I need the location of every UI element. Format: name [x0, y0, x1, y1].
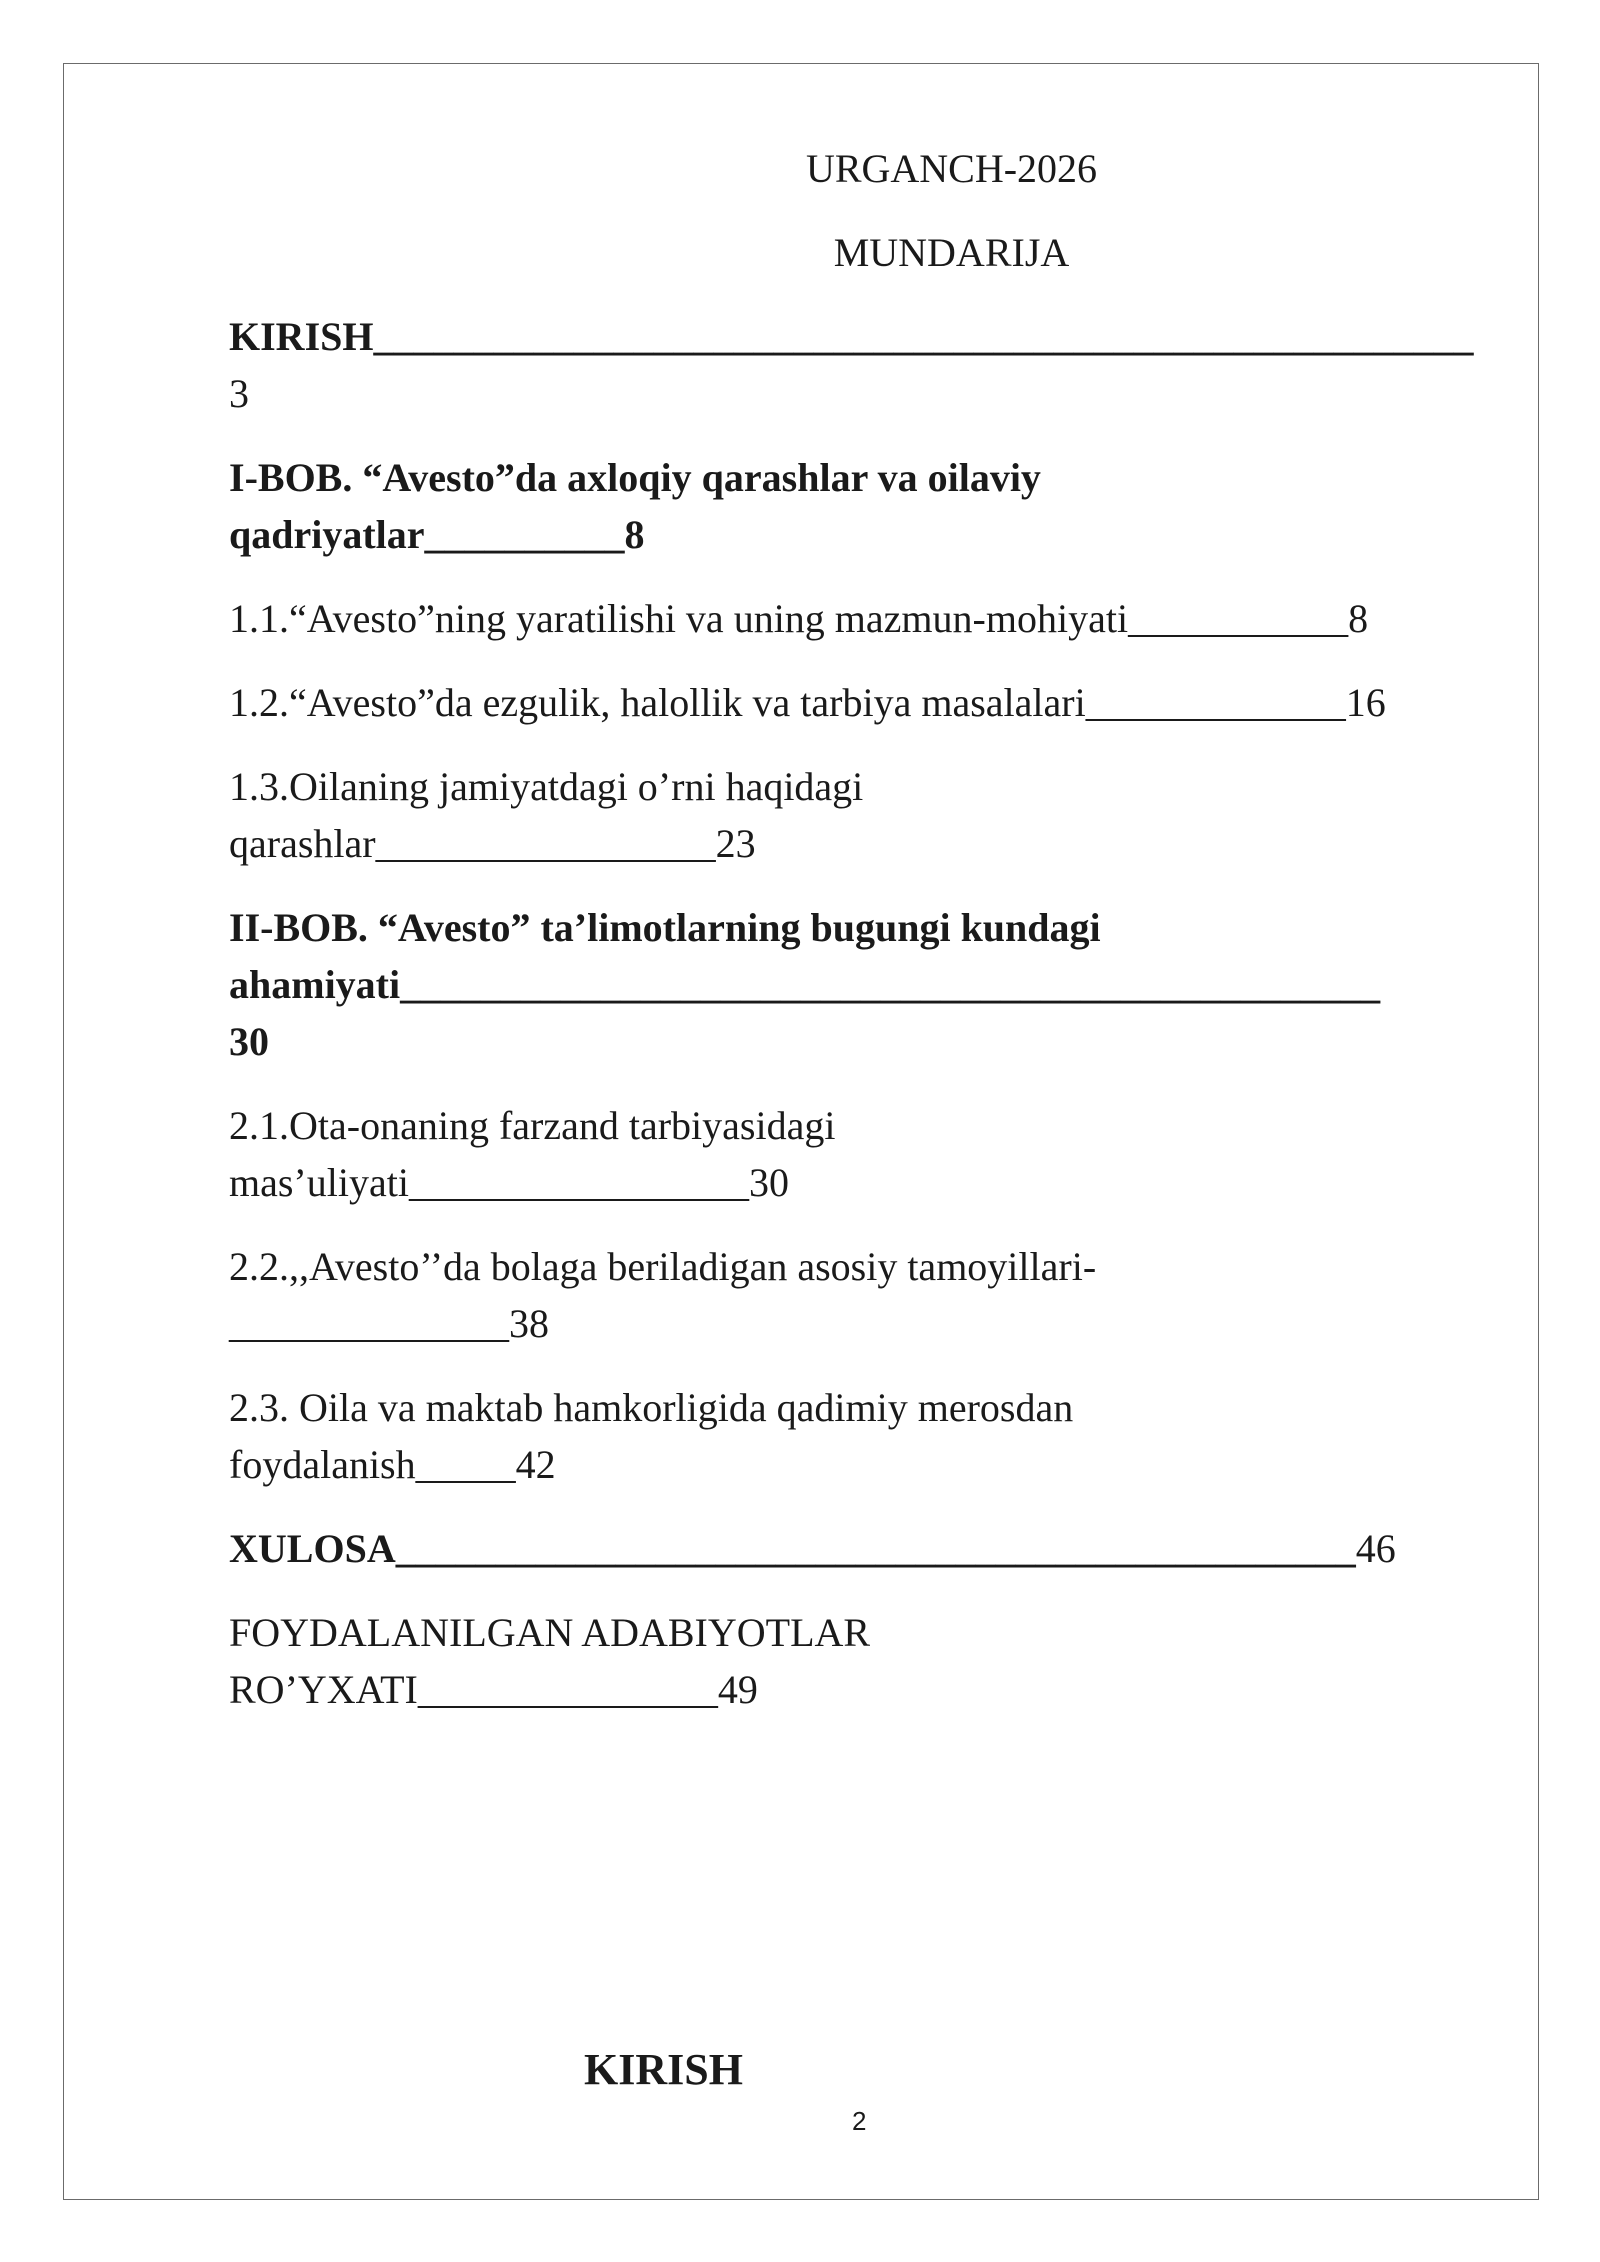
- toc-entry-kirish-text: KIRISH_______________________________________________________: [229, 314, 1474, 359]
- toc-entry-chapter-2-line1: II-BOB. “Avesto” ta’limotlarning bugungi kundagi: [229, 905, 1101, 950]
- toc-entry-2-1-line1: 2.1.Ota-onaning farzand tarbiyasidagi: [229, 1103, 836, 1148]
- toc-entry-2-2-line2: ______________38: [229, 1301, 549, 1346]
- toc-entry-1-2-text: 1.2.“Avesto”da ezgulik, halollik va tarbiya masalalari_____________16: [229, 680, 1386, 725]
- page-number: 2: [852, 2106, 867, 2136]
- city-year-line: URGANCH-2026: [805, 146, 1098, 191]
- toc-entry-chapter-2-line2: ahamiyati_________________________________________________: [229, 962, 1381, 1007]
- toc-entry-1-2[interactable]: [229, 674, 1494, 731]
- toc-entry-chapter-1-line2: qadriyatlar__________8: [229, 512, 645, 557]
- toc-entry-1-3-line1: 1.3.Oilaning jamiyatdagi o’rni haqidagi: [229, 764, 864, 809]
- table-of-contents: [229, 140, 1494, 1745]
- toc-entry-chapter-1-line1: I-BOB. “Avesto”da axloqiy qarashlar va oilaviy: [229, 455, 1041, 500]
- toc-entry-references-line2: RO’YXATI_______________49: [229, 1667, 758, 1712]
- toc-entry-chapter-1[interactable]: [229, 449, 1494, 563]
- toc-entry-1-3[interactable]: [229, 758, 1494, 872]
- toc-entry-kirish[interactable]: [229, 308, 1494, 422]
- toc-entry-kirish-page: 3: [229, 371, 249, 416]
- toc-entry-1-1-text: 1.1.“Avesto”ning yaratilishi va uning mazmun-mohiyati___________8: [229, 596, 1369, 641]
- toc-entry-2-3-line1: 2.3. Oila va maktab hamkorligida qadimiy merosdan: [229, 1385, 1074, 1430]
- toc-title: MUNDARIJA: [833, 230, 1070, 275]
- toc-entry-xulosa[interactable]: [229, 1520, 1494, 1577]
- toc-entry-references-line1: FOYDALANILGAN ADABIYOTLAR: [229, 1610, 871, 1655]
- toc-entry-2-1-line2: mas’uliyati_________________30: [229, 1160, 789, 1205]
- next-section-heading: KIRISH: [584, 2045, 743, 2094]
- toc-entry-2-3-line2: foydalanish_____42: [229, 1442, 556, 1487]
- toc-entry-2-2-line1: 2.2.,,Avesto’’da bolaga beriladigan asosiy tamoyillari-: [229, 1244, 1097, 1289]
- toc-entry-xulosa-text: [229, 1520, 1494, 1577]
- toc-entry-xulosa-label: XULOSA________________________________________________: [229, 1526, 1356, 1571]
- toc-entry-1-3-line2: qarashlar_________________23: [229, 821, 756, 866]
- toc-entry-xulosa-page: 46: [1355, 1526, 1396, 1571]
- toc-entry-references[interactable]: [229, 1604, 1494, 1718]
- toc-entry-2-2[interactable]: [229, 1238, 1494, 1352]
- toc-entry-2-3[interactable]: [229, 1379, 1494, 1493]
- toc-entry-chapter-2[interactable]: [229, 899, 1494, 1070]
- toc-entry-chapter-2-page: 30: [229, 1019, 269, 1064]
- toc-entry-2-1[interactable]: [229, 1097, 1494, 1211]
- toc-entry-1-1[interactable]: [229, 590, 1494, 647]
